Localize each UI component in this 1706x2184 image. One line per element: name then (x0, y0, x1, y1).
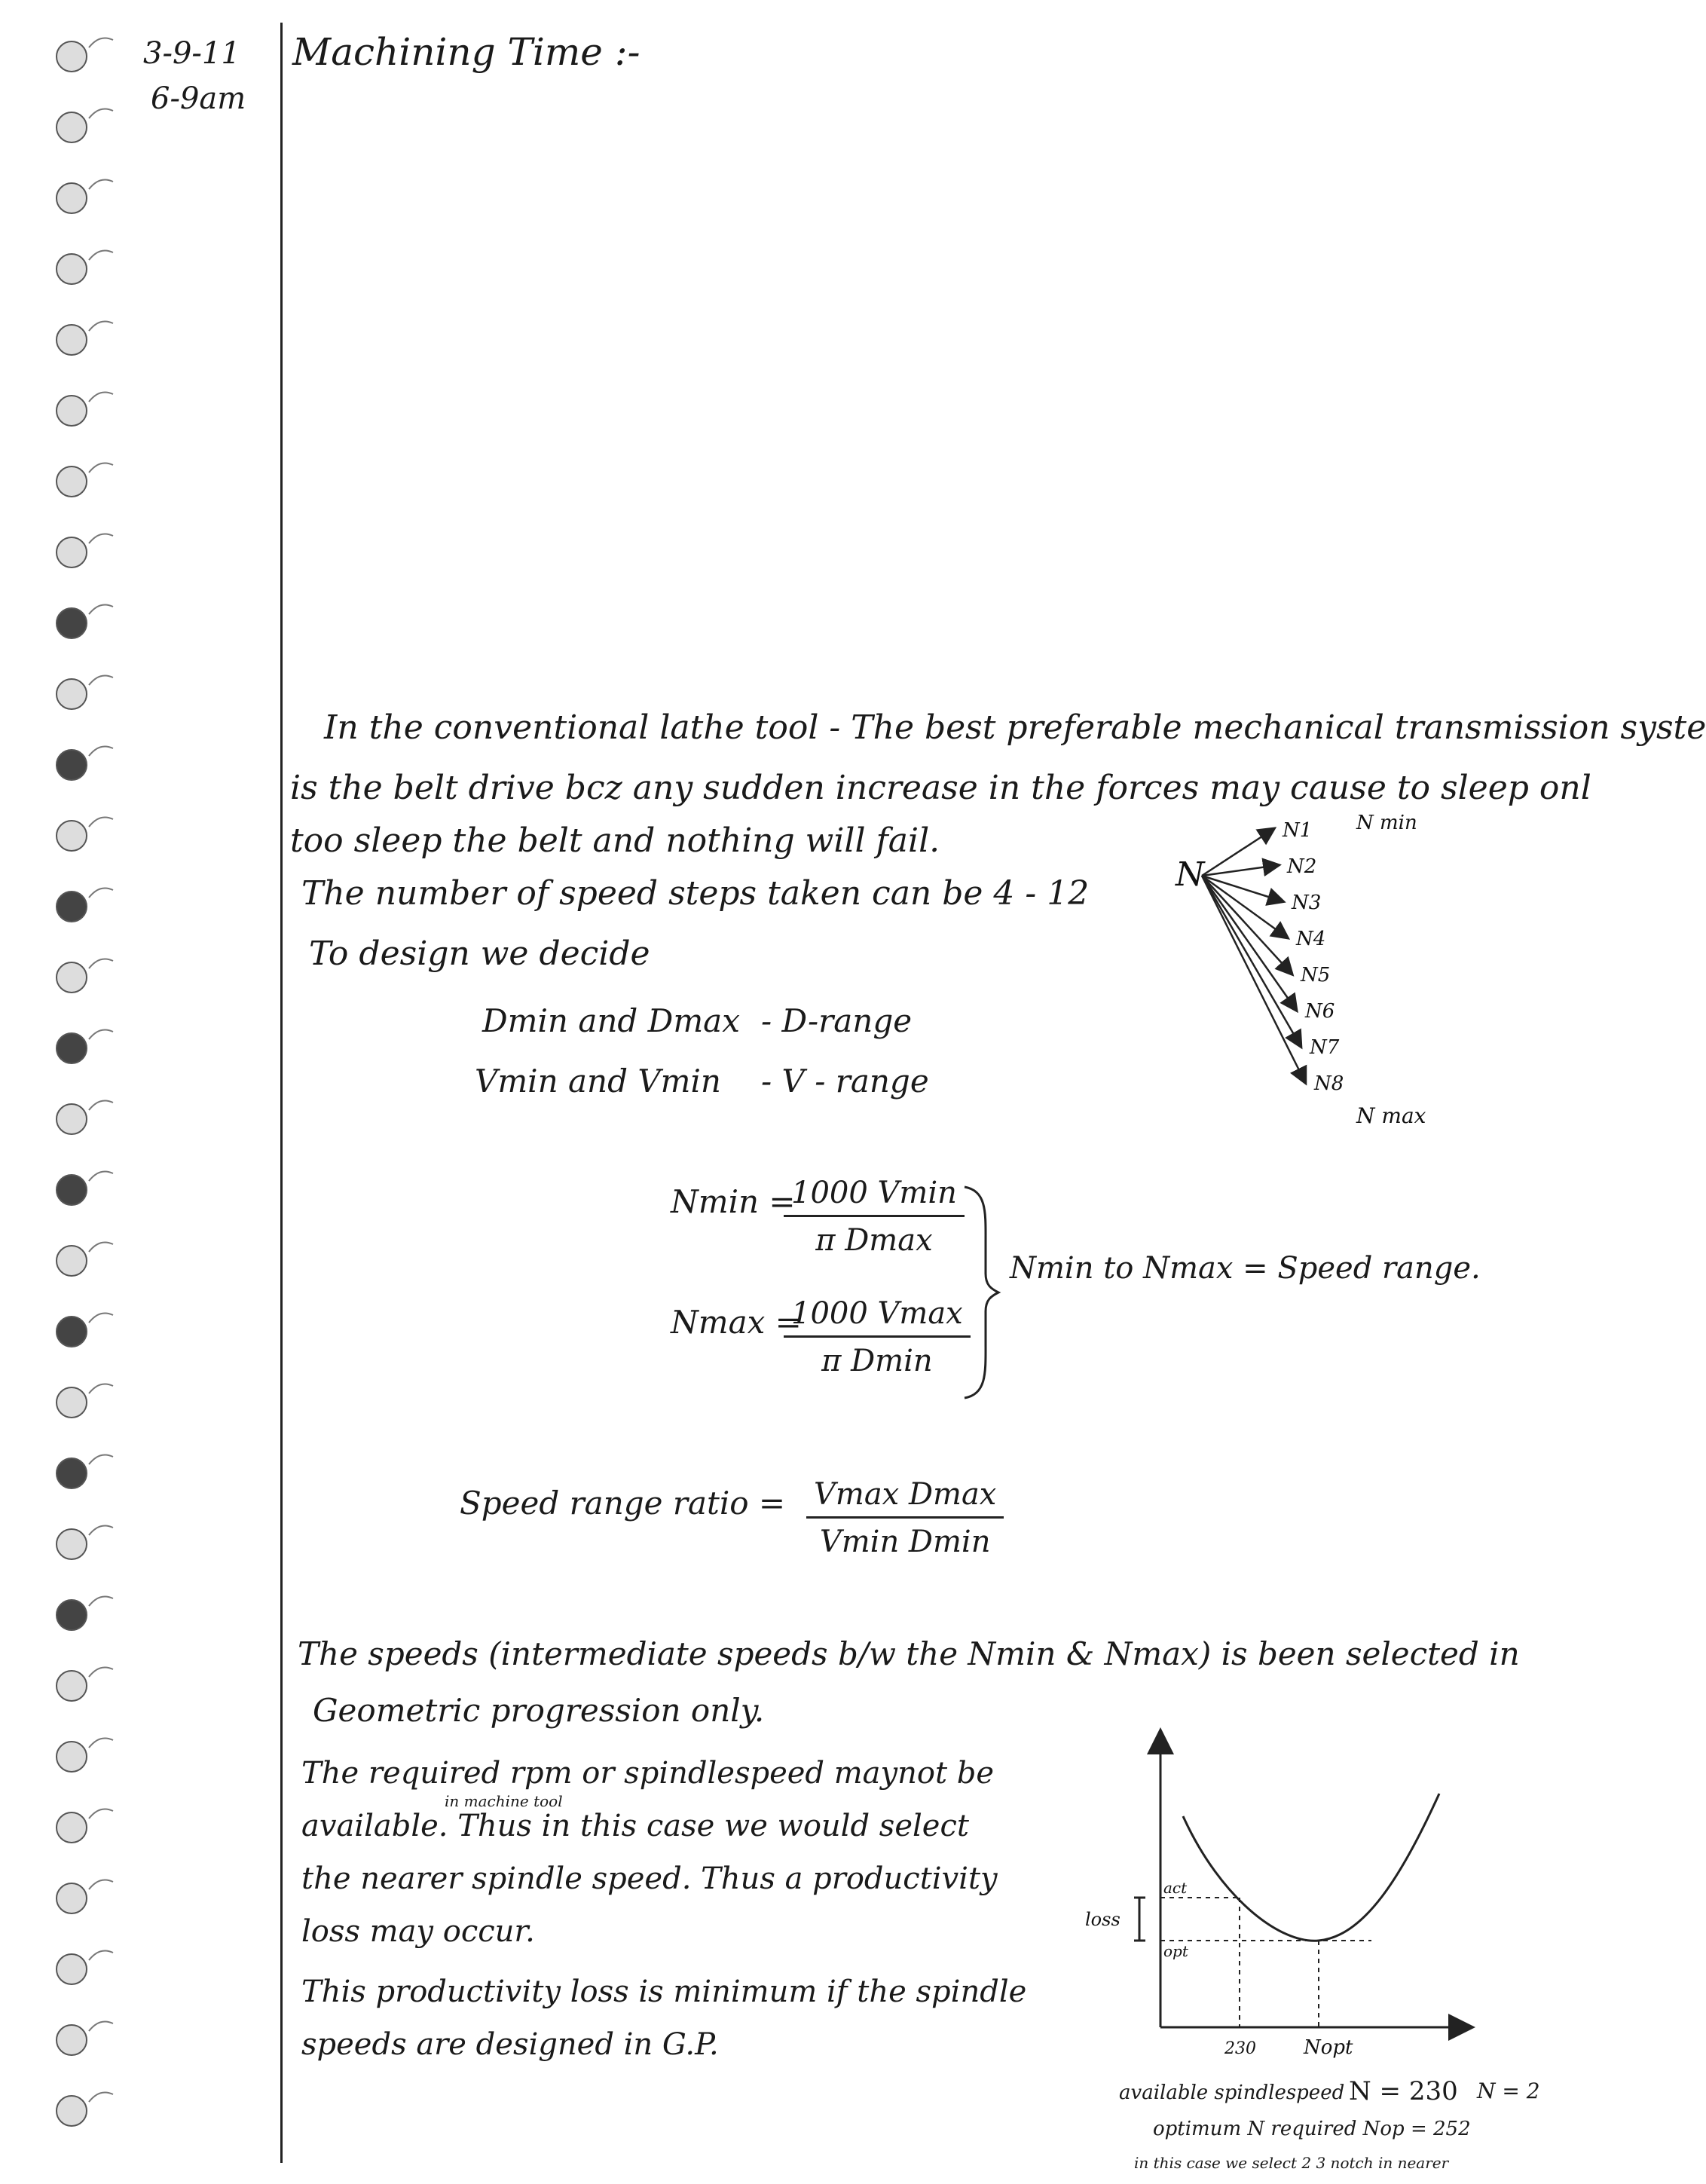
cost-curve (1183, 1794, 1439, 1941)
ratio-numerator: Vmax Dmax (806, 1477, 1004, 1519)
nmin-numerator: 1000 Vmin (784, 1176, 965, 1217)
binding-wire (89, 38, 113, 47)
nmin-fraction (784, 1176, 965, 1258)
binding-wire (89, 1739, 113, 1748)
ratio-denominator: Vmin Dmin (819, 1525, 991, 1559)
binding-ring (57, 679, 87, 709)
binding-ring (57, 1954, 87, 1984)
binding-rings (57, 38, 113, 2126)
binding-ring (57, 1600, 87, 1630)
fan-branch-arrow (1202, 829, 1273, 876)
binding-ring (57, 821, 87, 851)
para4-line1: This productivity loss is minimum if the spindle (301, 1974, 1027, 2009)
speed-steps-text: The number of speed steps taken can be 4 - 12 (301, 874, 1090, 913)
binding-wire (89, 1384, 113, 1393)
binding-ring (57, 41, 87, 72)
nmax-denominator: π Dmin (821, 1344, 933, 1378)
binding-ring (57, 1742, 87, 1772)
para4-line2: speeds are designed in G.P. (301, 2027, 719, 2062)
fan-branch-label: N7 (1310, 1036, 1340, 1059)
binding-ring (57, 2025, 87, 2055)
x-tick-230: 230 (1224, 2039, 1256, 2058)
para1-line1: In the conventional lathe tool - The best preferable mechanical transmission syste (324, 708, 1706, 747)
para3-line2: available. Thus in this case we would select (301, 1809, 969, 1843)
binding-ring (57, 1175, 87, 1205)
binding-ring (57, 1246, 87, 1276)
note-line1-left: available spindlespeed (1119, 2082, 1345, 2104)
binding-wire (89, 109, 113, 118)
binding-wire (89, 393, 113, 402)
binding-ring (57, 466, 87, 497)
nmax-lhs: Nmax = (671, 1304, 802, 1341)
x-tick-opt: Nopt (1304, 2036, 1353, 2059)
binding-ring (57, 608, 87, 638)
fan-branch-arrow (1202, 876, 1305, 1082)
fan-branch-label: N1 (1283, 819, 1313, 842)
binding-wire (89, 747, 113, 756)
binding-ring (57, 892, 87, 922)
binding-wire (89, 2093, 113, 2102)
binding-ring (57, 962, 87, 993)
binding-ring (57, 1033, 87, 1063)
binding-wire (89, 676, 113, 685)
fan-branch-label: N5 (1301, 964, 1331, 986)
binding-wire (89, 1243, 113, 1252)
fan-branch-label: N6 (1305, 1000, 1335, 1023)
binding-ring (57, 1458, 87, 1488)
d-range-right: - D-range (761, 1002, 913, 1039)
speed-fan-diagram (1160, 799, 1477, 1153)
binding-ring (57, 1387, 87, 1418)
page-title: Machining Time :- (292, 30, 641, 74)
para3-line4: loss may occur. (301, 1914, 535, 1949)
binding-wire (89, 534, 113, 543)
binding-wire (89, 605, 113, 614)
binding-wire (89, 1526, 113, 1535)
binding-ring (57, 1671, 87, 1701)
binding-wire (89, 1030, 113, 1039)
fan-branch-arrow (1202, 876, 1301, 1046)
binding-wire (89, 251, 113, 260)
date-line-1: 3-9-11 (143, 36, 240, 71)
para3-line3: the nearer spindle speed. Thus a productivity (301, 1861, 998, 1896)
binding-wire (89, 1172, 113, 1181)
binding-ring (57, 396, 87, 426)
para1-line3: too sleep the belt and nothing will fail. (290, 821, 940, 860)
fan-branch-label: N3 (1292, 892, 1322, 914)
binding-wire (89, 1880, 113, 1889)
para3-superscript: in machine tool (445, 1792, 563, 1810)
note-line1-eq: N = 230 (1349, 2076, 1458, 2106)
binding-wire (89, 463, 113, 473)
binding-ring (57, 2096, 87, 2126)
binding-ring (57, 750, 87, 780)
binding-ring (57, 183, 87, 213)
design-intro: To design we decide (309, 934, 650, 973)
d-range-left: Dmin and Dmax (482, 1002, 740, 1039)
nmax-fraction (784, 1296, 971, 1378)
ratio-fraction (806, 1477, 1004, 1559)
para2-line2: Geometric progression only. (313, 1692, 765, 1729)
para3-line1: The required rpm or spindlespeed maynot be (301, 1756, 995, 1791)
binding-ring (57, 1104, 87, 1134)
binding-wire (89, 2022, 113, 2031)
ratio-lhs: Speed range ratio = (460, 1485, 786, 1522)
binding-ring (57, 1812, 87, 1843)
fan-branch-label: N8 (1314, 1072, 1344, 1095)
productivity-loss-graph (1070, 1726, 1477, 2065)
para2-line1: The speeds (intermediate speeds b/w the Nmin & Nmax) is been selected in (298, 1635, 1520, 1672)
binding-wire (89, 1597, 113, 1606)
fan-max-label: N max (1356, 1103, 1426, 1128)
binding-ring (57, 112, 87, 142)
binding-wire (89, 1668, 113, 1677)
binding-wire (89, 889, 113, 898)
binding-ring (57, 1529, 87, 1559)
fan-branch-arrow (1202, 876, 1287, 938)
margin-line (280, 23, 283, 2163)
speed-range-note: Nmin to Nmax = Speed range. (1010, 1251, 1481, 1286)
curly-brace (957, 1183, 1002, 1402)
note-line1-right: N = 2 (1477, 2078, 1540, 2103)
opt-label: opt (1163, 1942, 1188, 1960)
date-line-2: 6-9am (151, 81, 246, 116)
nmin-denominator: π Dmax (815, 1223, 933, 1258)
v-range-right: - V - range (761, 1063, 929, 1100)
binding-wire (89, 1455, 113, 1464)
loss-label: loss (1085, 1909, 1121, 1930)
binding-wire (89, 322, 113, 331)
binding-wire (89, 1809, 113, 1818)
v-range-left: Vmin and Vmin (475, 1063, 721, 1100)
binding-wire (89, 959, 113, 968)
act-label: act (1163, 1879, 1188, 1897)
binding-ring (57, 325, 87, 355)
binding-ring (57, 1317, 87, 1347)
binding-wire (89, 1101, 113, 1110)
fan-branches (1202, 819, 1344, 1095)
note-line2: optimum N required Nop = 252 (1153, 2118, 1471, 2140)
loss-bracket (1134, 1898, 1145, 1941)
para1-line2: is the belt drive bcz any sudden increase in the forces may cause to sleep onl (290, 769, 1591, 807)
fan-branch-label: N4 (1296, 928, 1326, 950)
fan-branch-label: N2 (1287, 855, 1317, 878)
binding-wire (89, 1314, 113, 1323)
binding-wire (89, 1951, 113, 1960)
nmax-numerator: 1000 Vmax (784, 1296, 971, 1338)
binding-ring (57, 254, 87, 284)
fan-branch-arrow (1202, 876, 1296, 1010)
binding-wire (89, 180, 113, 189)
fan-source-label: N (1176, 855, 1205, 894)
binding-wire (89, 818, 113, 827)
fan-min-label: N min (1356, 812, 1417, 834)
nmin-lhs: Nmin = (671, 1183, 796, 1220)
binding-ring (57, 537, 87, 567)
note-line3: in this case we select 2 3 notch in nearer (1134, 2154, 1449, 2172)
spiral-binding (0, 0, 128, 2184)
binding-ring (57, 1883, 87, 1913)
fan-branch-arrow (1202, 865, 1278, 876)
